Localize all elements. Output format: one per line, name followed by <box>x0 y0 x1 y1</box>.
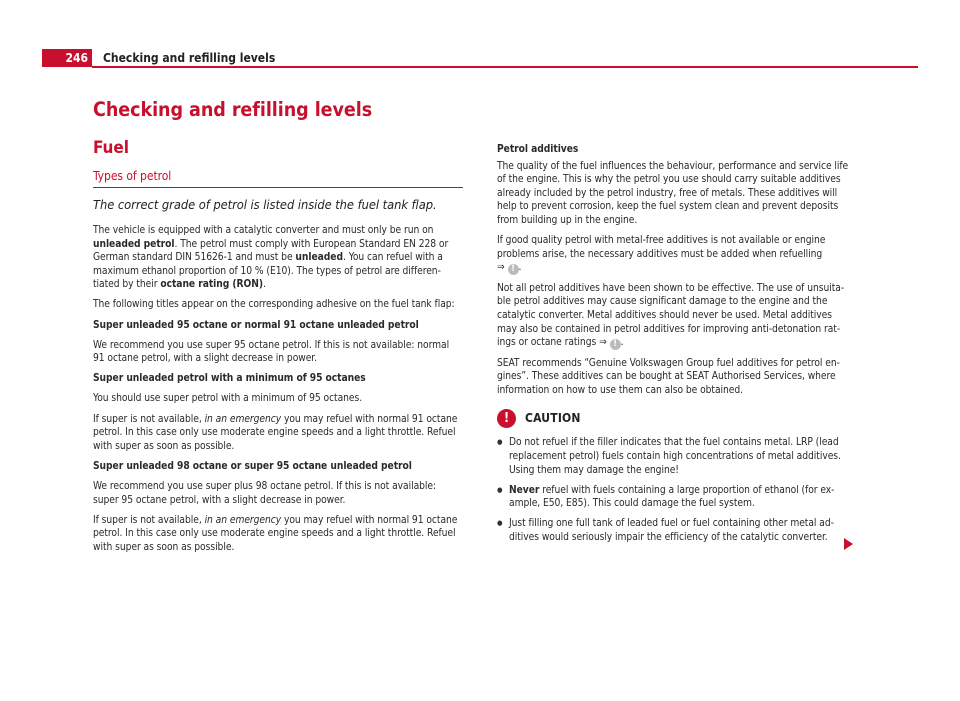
grade-text-2: You should use super petrol with a minimum of 95 octanes. <box>93 393 363 405</box>
subsection-title: Types of petrol <box>93 169 172 183</box>
subsection-rule <box>93 187 463 188</box>
left-column <box>93 98 463 561</box>
grade-emergency-3: If super is not available, in an emergency you may refuel with normal 91 octane petrol. In this case only use moderate engine speeds and a light throttle. Refuel with super as soon as possible. <box>93 514 458 553</box>
grade-title-3: Super unleaded 98 octane or super 95 octane unleaded petrol <box>93 460 412 472</box>
caution-heading <box>497 409 850 428</box>
caution-label: CAUTION <box>525 411 581 426</box>
grade-text-3: We recommend you use super plus 98 octane petrol. If this is not available: super 95 octane petrol, with a slight decrease in power. <box>93 480 437 506</box>
section-title: Fuel <box>93 138 129 158</box>
running-header-title: Checking and refilling levels <box>103 51 276 65</box>
grade-text-1: We recommend you use super 95 octane petrol. If this is not available: normal 91 octane petrol, with a slight decrease in power. <box>93 339 450 365</box>
caution-circle-icon[interactable]: ! <box>508 264 519 275</box>
intro-lead: The correct grade of petrol is listed inside the fuel tank flap. <box>93 198 437 213</box>
page-number: 246 <box>65 51 88 65</box>
additives-para-4: SEAT recommends “Genuine Volkswagen Group fuel additives for petrol engines”. These additives can be bought at SEAT Authorised Services, where information on how to use them can also be obtained. <box>497 357 840 396</box>
caution-bullet-2: ● Never refuel with fuels containing a large proportion of ethanol (for example, E50, E85). This could damage the fuel system. <box>497 484 850 511</box>
caution-circle-icon: ! <box>497 409 516 428</box>
paragraph-titles: The following titles appear on the corresponding adhesive on the fuel tank flap: <box>93 299 455 311</box>
next-page-arrow-icon[interactable] <box>844 538 853 550</box>
additives-para-3: Not all petrol additives have been shown to be effective. The use of unsuitable petrol additives may cause significant damage to the engine and the catalytic converter. Metal additives should never be used. Metal additives may also be contained in petrol additives for improving anti-detonation ratings or octane ratings ⇒ ! . <box>497 282 845 350</box>
right-column <box>497 143 850 551</box>
header-rule <box>92 66 918 68</box>
caution-circle-icon[interactable]: ! <box>610 339 621 350</box>
additives-title: Petrol additives <box>497 144 579 155</box>
grade-emergency-2: If super is not available, in an emergency you may refuel with normal 91 octane petrol. In this case only use moderate engine speeds and a light throttle. Refuel with super as soon as possible. <box>93 413 458 452</box>
caution-bullet-1: ● Do not refuel if the filler indicates that the fuel contains metal. LRP (lead replacement petrol) fuels contain high concentrations of metal additives. Using them may damage the engine! <box>497 436 850 477</box>
grade-title-2: Super unleaded petrol with a minimum of 95 octanes <box>93 373 366 385</box>
additives-para-1: The quality of the fuel influences the behaviour, performance and service life of the engine. This is why the petrol you use should carry suitable additives already included by the petrol industry, free of metals. These additives will help to prevent corrosion, keep the fuel system clean and prevent deposits from building up in the engine. <box>497 160 849 226</box>
caution-bullet-3: ● Just filling one full tank of leaded fuel or fuel containing other metal additives would seriously impair the efficiency of the catalytic converter. <box>497 517 850 544</box>
chapter-title: Checking and refilling levels <box>93 98 373 121</box>
additives-para-2: If good quality petrol with metal-free additives is not available or engine problems arise, the necessary additives must be added when refuelling ⇒ ! . <box>497 235 826 275</box>
grade-title-1: Super unleaded 95 octane or normal 91 octane unleaded petrol <box>93 319 419 331</box>
paragraph-catalytic: The vehicle is equipped with a catalytic converter and must only be run on unleaded petrol. The petrol must comply with European Standard EN 228 or German standard DIN 51626-1 and must be unleaded. You can refuel with a maximum ethanol proportion of 10 % (E10). The types of petrol are differentiated by their octane rating (RON). <box>93 225 449 291</box>
